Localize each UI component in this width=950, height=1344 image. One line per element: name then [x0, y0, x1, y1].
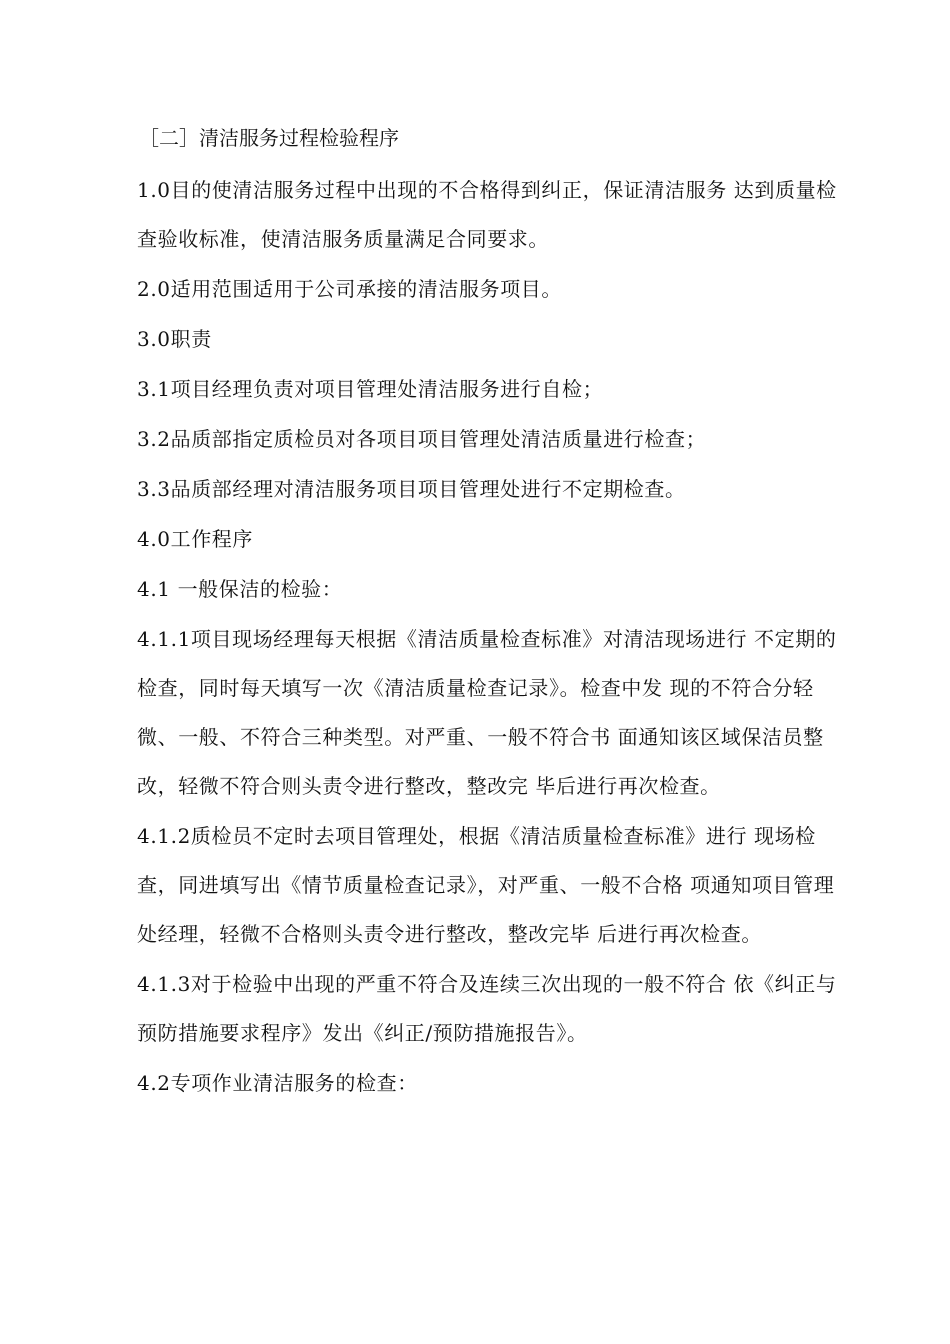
paragraph-responsibilities: 3.0职责: [137, 327, 212, 351]
paragraph-4-2: 4.2专项作业清洁服务的检查：: [137, 1071, 418, 1095]
paragraph-4-1-3: 4.1.3对于检验中出现的严重不符合及连续三次出现的一般不符合 依《纠正与预防措施要求程序》发出《纠正/预防措施报告》。: [137, 972, 837, 1045]
paragraph-work-procedure: 4.0工作程序: [137, 527, 254, 551]
paragraph-3-3: 3.3品质部经理对清洁服务项目项目管理处进行不定期检查。: [137, 477, 686, 501]
paragraph-scope: 2.0适用范围适用于公司承接的清洁服务项目。: [137, 277, 563, 301]
paragraph-4-1-2: 4.1.2质检员不定时去项目管理处，根据《清洁质量检查标准》进行 现场检查，同进填写出《情节质量检查记录》，对严重、一般不合格 项通知项目管理处经理，轻微不合格则头责令进行整改，整改完毕 后进行再次检查。: [137, 824, 835, 946]
paragraph-4-1: 4.1 一般保洁的检验：: [137, 577, 343, 601]
paragraph-purpose: 1.0目的使清洁服务过程中出现的不合格得到纠正，保证清洁服务 达到质量检查验收标准，使清洁服务质量满足合同要求。: [137, 178, 837, 251]
section-title: ［二］清洁服务过程检验程序: [139, 126, 399, 150]
paragraph-4-1-1: 4.1.1项目现场经理每天根据《清洁质量检查标准》对清洁现场进行 不定期的检查，同时每天填写一次《清洁质量检查记录》。检查中发 现的不符合分轻微、一般、不符合三种类型。对严重、一般不符合书 面通知该区域保洁员整改，轻微不符合则头责令进行整改，整改完 毕后进行再次检查。: [137, 627, 837, 798]
document-body: [137, 118, 837, 1109]
paragraph-3-2: 3.2品质部指定质检员对各项目项目管理处清洁质量进行检查；: [137, 427, 707, 451]
paragraph-3-1: 3.1项目经理负责对项目管理处清洁服务进行自检；: [137, 377, 604, 401]
